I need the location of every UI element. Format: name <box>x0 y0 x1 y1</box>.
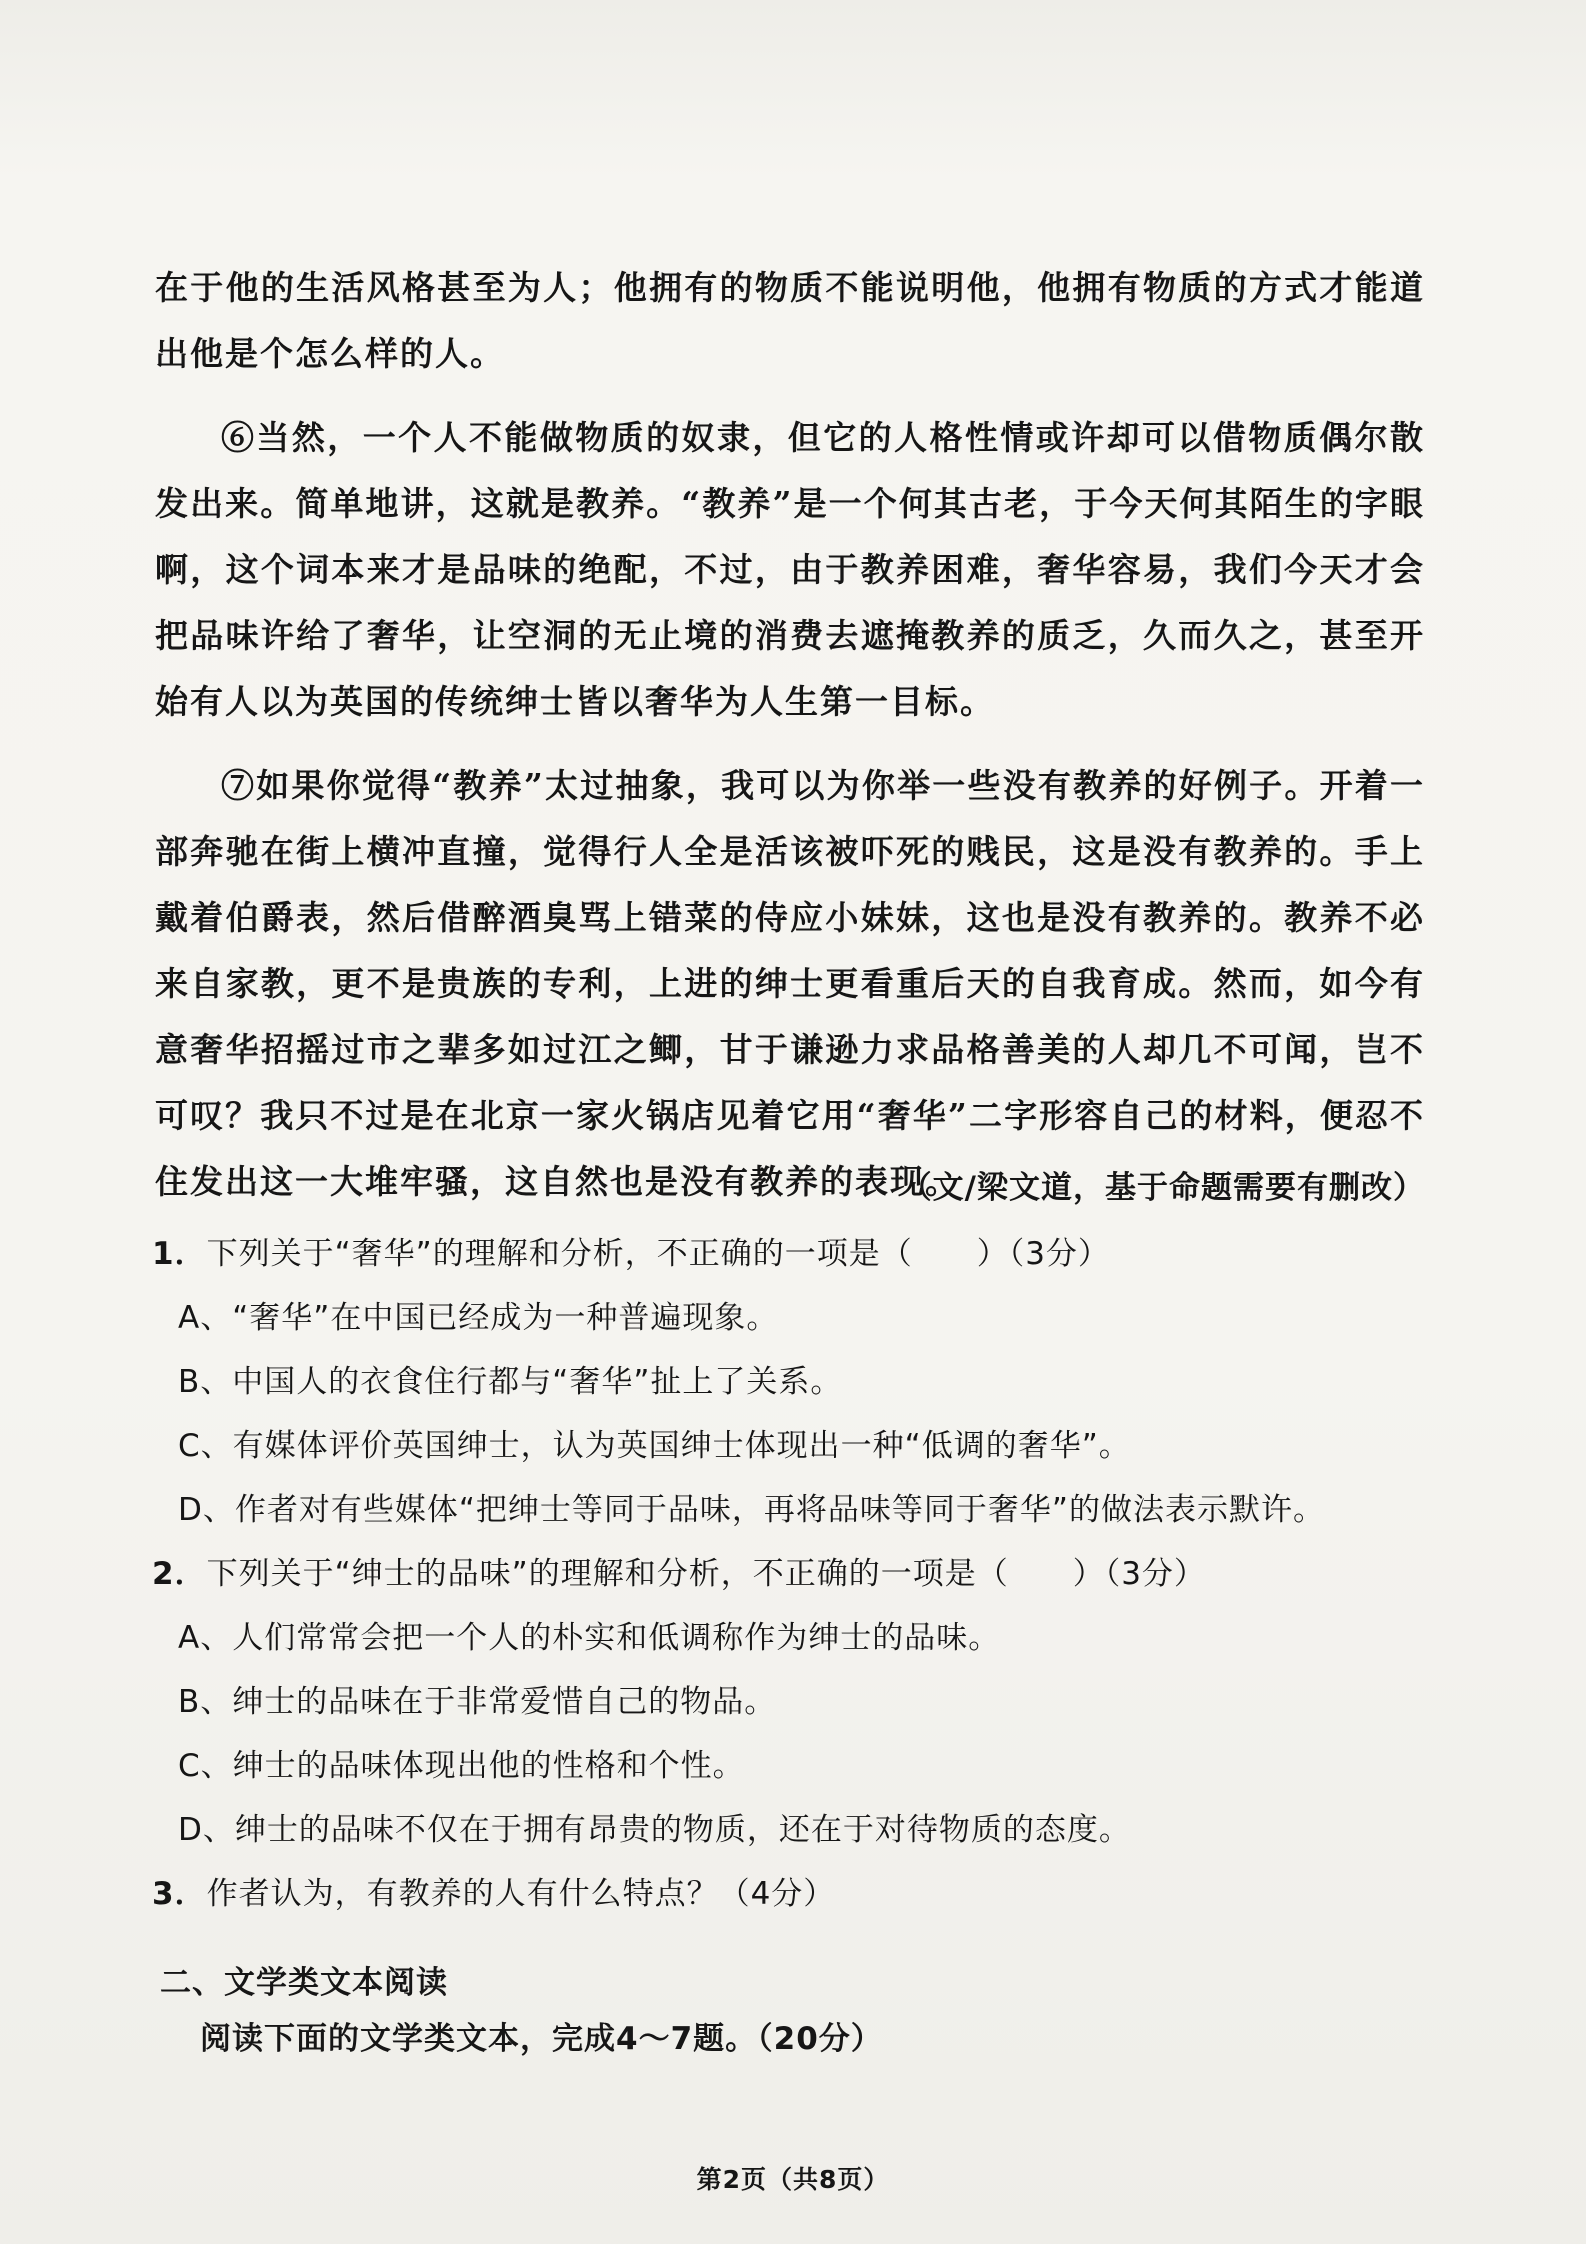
section-instruction: 阅读下面的文学类文本，完成4～7题。（20分） <box>200 2021 883 2057</box>
section-literary-reading <box>160 1955 1440 2067</box>
passage-source: （文/梁文道，基于命题需要有删改） <box>900 1170 1425 1206</box>
question-stem: 作者认为，有教养的人有什么特点？（4分） <box>206 1876 836 1912</box>
question-list <box>152 1222 1432 1926</box>
question-stem: 下列关于“绅士的品味”的理解和分析，不正确的一项是（ ）（3分） <box>206 1556 1206 1592</box>
option-c: C、绅士的品味体现出他的性格和个性。 <box>178 1748 745 1784</box>
question-1 <box>152 1222 1432 1542</box>
option-b: B、绅士的品味在于非常爱惜自己的物品。 <box>178 1684 777 1720</box>
question-2 <box>152 1542 1432 1862</box>
reading-passage <box>155 255 1425 1215</box>
option-b: B、中国人的衣食住行都与“奢华”扯上了关系。 <box>178 1364 843 1400</box>
question-number: 2． <box>152 1556 207 1592</box>
passage-paragraph-continued: 在于他的生活风格甚至为人；他拥有的物质不能说明他，他拥有物质的方式才能道出他是个怎么样的人。 <box>155 268 1425 373</box>
question-number: 3． <box>152 1876 207 1912</box>
question-3 <box>152 1862 1432 1926</box>
option-a: A、人们常常会把一个人的朴实和低调称作为绅士的品味。 <box>178 1620 1001 1656</box>
passage-paragraph-7: ⑦如果你觉得“教养”太过抽象，我可以为你举一些没有教养的好例子。开着一部奔驰在街上横冲直撞，觉得行人全是活该被吓死的贱民，这是没有教养的。手上戴着伯爵表，然后借醉酒臭骂上错菜的侍应小妹妹，这也是没有教养的。教养不必来自家教，更不是贵族的专利，上进的绅士更看重后天的自我育成。然而，如今有意奢华招摇过市之辈多如过江之鲫，甘于谦逊力求品格善美的人却几不可闻，岂不可叹？我只不过是在北京一家火锅店见着它用“奢华”二字形容自己的材料，便忍不住发出这一大堆牢骚，这自然也是没有教养的表现。 <box>155 766 1425 1201</box>
option-d: D、作者对有些媒体“把绅士等同于品味，再将品味等同于奢华”的做法表示默许。 <box>178 1492 1325 1528</box>
passage-paragraph-6: ⑥当然，一个人不能做物质的奴隶，但它的人格性情或许却可以借物质偶尔散发出来。简单地讲，这就是教养。“教养”是一个何其古老，于今天何其陌生的字眼啊，这个词本来才是品味的绝配，不过，由于教养困难，奢华容易，我们今天才会把品味许给了奢华，让空洞的无止境的消费去遮掩教养的质乏，久而久之，甚至开始有人以为英国的传统绅士皆以奢华为人生第一目标。 <box>155 418 1425 721</box>
page-number: 第2页（共8页） <box>696 2165 890 2194</box>
question-stem: 下列关于“奢华”的理解和分析，不正确的一项是（ ）（3分） <box>206 1236 1110 1272</box>
section-heading: 二、文学类文本阅读 <box>160 1965 448 2001</box>
option-c: C、有媒体评价英国绅士，认为英国绅士体现出一种“低调的奢华”。 <box>178 1428 1131 1464</box>
option-d: D、绅士的品味不仅在于拥有昂贵的物质，还在于对待物质的态度。 <box>178 1812 1131 1848</box>
option-a: A、“奢华”在中国已经成为一种普遍现象。 <box>178 1300 779 1336</box>
question-number: 1． <box>152 1236 207 1272</box>
